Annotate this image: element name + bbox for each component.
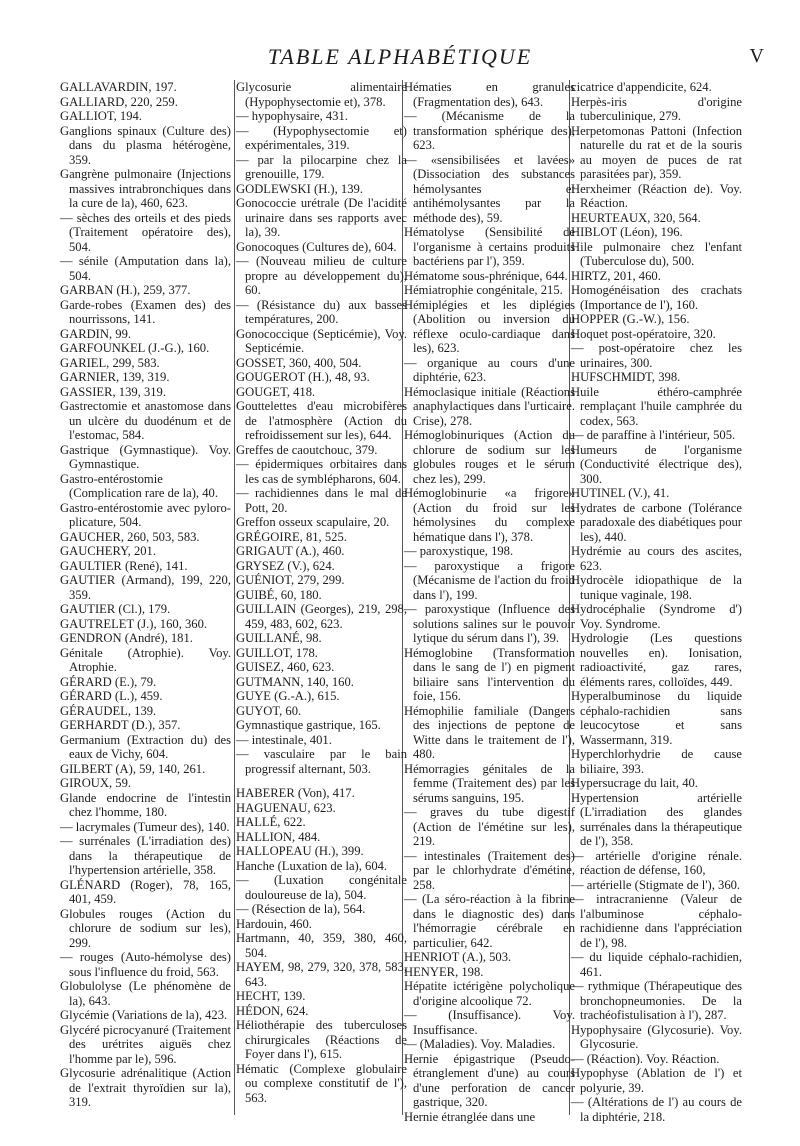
index-entry: GUISEZ, 460, 623. — [236, 660, 335, 674]
index-entry: Herpetomonas Pattoni (Infection naturelle du rat et de la souris au moyen de puces de rat parasitées par), 359. — [571, 123, 742, 181]
index-entry: — épidermiques orbitaires dans les cas de symblépharons, 604. — [236, 457, 407, 486]
section-gap — [236, 776, 407, 786]
index-entry: Gangrène pulmonaire (Injections massives intrabronchiques dans la cure de la), 460, 623. — [60, 167, 231, 210]
index-entry: GÉRAUDEL, 139. — [60, 703, 157, 718]
index-entry: — post-opératoire chez les urinaires, 300. — [571, 341, 742, 370]
index-entry: GAUTRELET (J.), 160, 360. — [60, 616, 208, 631]
index-entry: — (Nouveau milieu de culture propre au développement du), 60. — [236, 254, 407, 297]
index-entry: HABERER (Von), 417. — [236, 786, 355, 800]
index-entry: — (Mécanisme de la transformation sphérique des), 623. — [404, 109, 575, 152]
index-entry: — intestinale, 401. — [236, 732, 332, 747]
index-entry: Gastrectomie et anastomose dans un ulcère du duodénum et de l'estomac, 584. — [60, 399, 231, 442]
index-entry: GUILLAIN (Georges), 219, 298, 459, 483, 602, 623. — [236, 602, 407, 631]
index-entry: — (Insuffisance). Voy. Insuffisance. — [404, 1008, 575, 1037]
index-entry: — (Réaction). Voy. Réaction. — [571, 1051, 720, 1066]
index-entry: — intracranienne (Valeur de l'albuminose céphalo-rachidienne dans l'appréciation de l'), 98. — [571, 892, 742, 950]
index-entry: Hernie étranglée dans une — [404, 1109, 536, 1124]
index-entry: GUÉNIOT, 279, 299. — [236, 573, 345, 587]
index-entry: GALLIOT, 194. — [60, 109, 142, 123]
index-column-3 — [404, 80, 575, 1124]
index-entry: — rythmique (Thérapeutique des bronchopneumonies. De la trachéofistulisation à l'), 287. — [571, 979, 742, 1022]
index-entry: Hémiplégies et les diplégies (Abolition ou inversion du réflexe oculo-cardiaque dans les), 623. — [404, 297, 575, 355]
index-entry: Hile pulmonaire chez l'enfant (Tuberculose du), 500. — [571, 239, 742, 268]
index-entry: Gymnastique gastrique, 165. — [236, 718, 381, 732]
index-entry: — (Résistance du) aux basses températures, 200. — [236, 297, 407, 326]
index-entry: Garde-robes (Examen des) des nourrissons, 141. — [60, 297, 231, 326]
index-entry: Gonococcie urétrale (De l'acidité urinaire dans ses rapports avec la), 39. — [236, 196, 407, 239]
index-entry: GAUTIER (Armand), 199, 220, 359. — [60, 573, 231, 602]
index-column-4 — [571, 80, 742, 1124]
index-column-1 — [60, 80, 231, 1110]
page-number: V — [749, 45, 764, 67]
index-entry: Génitale (Atrophie). Voy. Atrophie. — [60, 645, 231, 674]
index-entry: Hyperalbuminose du liquide céphalo-rachidien sans leucocytose et sans Wassermann, 319. — [571, 689, 742, 747]
index-entry: GAUCHER, 260, 503, 583. — [60, 529, 200, 544]
index-entry: Hémiatrophie congénitale, 215. — [404, 283, 563, 297]
index-entry: Globules rouges (Action du chlorure de sodium sur les), 299. — [60, 906, 231, 950]
index-entry: GARNIER, 139, 319. — [60, 370, 170, 384]
index-entry: HUFSCHMIDT, 398. — [571, 370, 681, 384]
index-entry: — artérielle (Stigmate de l'), 360. — [571, 877, 741, 892]
index-entry: — paroxystique a frigore (Mécanisme de l'action du froid dans l'), 199. — [404, 558, 575, 602]
index-entry: HOPPER (G.-W.), 156. — [571, 312, 690, 326]
index-entry: HALLÉ, 622. — [236, 815, 306, 829]
index-entry: Hyperchlorhydrie de cause biliaire, 393. — [571, 747, 742, 776]
index-entry: HAYEM, 98, 279, 320, 378, 583, 643. — [236, 960, 407, 989]
index-entry: GERHARDT (D.), 357. — [60, 718, 181, 732]
index-entry: GAUTIER (Cl.), 179. — [60, 602, 171, 616]
index-entry: GRIGAUT (A.), 460. — [236, 544, 345, 558]
index-entry: Hémorragies génitales de la femme (Traitement des) par les sérums sanguins, 195. — [404, 761, 575, 805]
index-entry: Hypophysaire (Glycosurie). Voy. Glycosurie. — [571, 1022, 742, 1051]
index-entry: Hépatite ictérigène polycholique d'origine alcoolique 72. — [404, 979, 575, 1008]
index-entry: Homogénéisation des crachats (Importance de l'), 160. — [571, 283, 742, 312]
index-entry: — surrénales (L'irradiation des) dans la thérapeutique de l'hypertension artérielle, 358. — [60, 834, 231, 877]
index-entry: Hanche (Luxation de la), 604. — [236, 858, 388, 873]
index-entry: GIROUX, 59. — [60, 776, 132, 790]
index-entry: Globulolyse (Le phénomène de la), 643. — [60, 979, 231, 1008]
index-entry: Hypophyse (Ablation de l') et polyurie, 39. — [571, 1066, 742, 1095]
index-entry: HEURTEAUX, 320, 564. — [571, 210, 701, 225]
index-entry: GALLAVARDIN, 197. — [60, 80, 177, 94]
index-entry: cicatrice d'appendicite, 624. — [571, 80, 712, 94]
index-entry: — graves du tube digestif (Action de l'émétine sur les), 219. — [404, 805, 575, 848]
index-entry: — paroxystique, 198. — [404, 544, 514, 558]
index-entry: — (Altérations de l') au cours de la diphtérie, 218. — [571, 1095, 742, 1124]
index-entry: GILBERT (A), 59, 140, 261. — [60, 761, 206, 776]
index-entry: GALLIARD, 220, 259. — [60, 94, 178, 109]
index-entry: — «sensibilisées et lavées» (Dissociation des substances hémolysantes et antihémolysantes par la méthode des), 59. — [404, 152, 575, 225]
index-entry: GUIBÉ, 60, 180. — [236, 587, 322, 602]
index-entry: — (Maladies). Voy. Maladies. — [404, 1037, 556, 1051]
index-entry: Gouttelettes d'eau microbifères de l'atmosphère (Action du refroidissement sur les), 644. — [236, 399, 407, 442]
index-entry: Ganglions spinaux (Culture des) dans du plasma hétérogène, 359. — [60, 123, 231, 167]
index-entry: — hypophysaire, 431. — [236, 109, 348, 123]
index-entry: Hoquet post-opératoire, 320. — [571, 326, 716, 341]
index-entry: GÉRARD (E.), 79. — [60, 674, 157, 689]
index-entry: — sénile (Amputation dans la), 504. — [60, 254, 231, 283]
index-entry: GLÉNARD (Roger), 78, 165, 401, 459. — [60, 877, 231, 906]
index-entry: Hémophilie familiale (Dangers des injections de peptone de Witte dans le traitement de l'), 480. — [404, 703, 575, 761]
index-entry: HUTINEL (V.), 41. — [571, 486, 670, 500]
index-entry: Gastro-entérostomie avec pyloro-plicature, 504. — [60, 500, 231, 529]
index-entry: GUYOT, 60. — [236, 703, 302, 718]
index-entry: HAGUENAU, 623. — [236, 800, 336, 815]
index-entry: HIBLOT (Léon), 196. — [571, 225, 683, 239]
index-column-2 — [236, 80, 407, 1105]
index-entry: — par la pilocarpine chez la grenouille, 179. — [236, 152, 407, 181]
index-entry: Hydrocèle idiopathique de la tunique vaginale, 198. — [571, 573, 742, 602]
index-entry: Greffes de caoutchouc, 379. — [236, 442, 378, 457]
index-entry: GODLEWSKI (H.), 139. — [236, 181, 363, 196]
index-entry: HALLOPEAU (H.), 399. — [236, 844, 364, 858]
index-entry: HÉDON, 624. — [236, 1003, 309, 1018]
column-divider — [234, 80, 235, 1115]
index-entry: Hardouin, 460. — [236, 916, 312, 931]
index-entry: Hémoglobinurie «a frigore» (Action du froid sur les hémolysines du complexe hématique dans l'), 378. — [404, 486, 575, 544]
index-entry: Glycosurie alimentaire (Hypophysectomie et), 378. — [236, 80, 407, 109]
index-entry: Gonocoques (Cultures de), 604. — [236, 239, 397, 254]
index-entry: Hydrémie au cours des ascites, 623. — [571, 544, 742, 573]
index-entry: — rachidiennes dans le mal de Pott, 20. — [236, 486, 407, 515]
index-entry: Hématies en granules (Fragmentation des), 643. — [404, 80, 575, 109]
index-entry: Germanium (Extraction du) des eaux de Vichy, 604. — [60, 732, 231, 761]
index-entry: Hématolyse (Sensibilité de l'organisme à certains produits bactériens par l'), 359. — [404, 225, 575, 268]
index-entry: Hémoglobine (Transformation dans le sang de l') en pigment biliaire sans l'intervention du foie, 156. — [404, 645, 575, 703]
index-entry: Hydrocéphalie (Syndrome d') Voy. Syndrome. — [571, 602, 742, 631]
index-entry: Gonococcique (Septicémie), Voy. Septicémie. — [236, 326, 407, 355]
index-entry: — paroxystique (Influence des solutions salines sur le pouvoir lytique du sérum dans l'), 39. — [404, 602, 575, 645]
index-entry: Hémoglobinuriques (Action du chlorure de sodium sur les globules rouges et le sérum chez les), 299. — [404, 428, 575, 486]
index-entry: Hydrates de carbone (Tolérance paradoxale des diabétiques pour les), 440. — [571, 500, 742, 544]
index-entry: Herxheimer (Réaction de). Voy. Réaction. — [571, 181, 742, 210]
index-entry: HALLION, 484. — [236, 829, 321, 844]
index-entry: GRÉGOIRE, 81, 525. — [236, 529, 347, 544]
index-entry: — vasculaire par le bain progressif alternant, 503. — [236, 747, 407, 776]
index-entry: GASSIER, 139, 319. — [60, 384, 167, 399]
index-entry: Hernie épigastrique (Pseudo-étranglement d'une) au cours d'une perforation de cancer gastrique, 320. — [404, 1051, 575, 1109]
index-entry: Hartmann, 40, 359, 380, 460, 504. — [236, 931, 407, 960]
index-entry: Héliothérapie des tuberculoses chirurgicales (Réactions de Foyer dans l'), 615. — [236, 1018, 407, 1061]
index-entry: HENRIOT (A.), 503. — [404, 950, 512, 964]
page-header — [0, 44, 800, 74]
index-entry: GAULTIER (René), 141. — [60, 558, 188, 573]
index-entry: GENDRON (André), 181. — [60, 631, 193, 645]
index-entry: — (Résection de la), 564. — [236, 902, 366, 916]
index-entry: GUTMANN, 140, 160. — [236, 674, 354, 689]
index-entry: — organique au cours d'une diphtérie, 623. — [404, 355, 575, 384]
index-entry: Glycémie (Variations de la), 423. — [60, 1008, 228, 1022]
index-entry: GUILLOT, 178. — [236, 645, 318, 660]
index-entry: Greffon osseux scapulaire, 20. — [236, 515, 390, 529]
index-entry: HECHT, 139. — [236, 989, 306, 1003]
index-entry: — artérielle d'origine rénale. réaction de défense, 160, — [571, 848, 742, 877]
index-entry: — sèches des orteils et des pieds (Traitement opératoire des), 504. — [60, 210, 231, 254]
index-entry: Glycéré picrocyanuré (Traitement des urétrites aiguës chez l'homme par le), 596. — [60, 1022, 231, 1066]
index-entry: Humeurs de l'organisme (Conductivité électrique des), 300. — [571, 442, 742, 486]
index-entry: GÉRARD (L.), 459. — [60, 689, 163, 703]
index-entry: — (Luxation congénitale douloureuse de la), 504. — [236, 873, 407, 902]
index-entry: Hypertension artérielle (L'irradiation des glandes surrénales dans la thérapeutique de l'), 358. — [571, 790, 742, 848]
index-entry: HENYER, 198. — [404, 964, 484, 979]
index-entry: GRYSEZ (V.), 624. — [236, 558, 335, 573]
index-entry: Gastro-entérostomie (Complication rare de la), 40. — [60, 471, 218, 500]
index-entry: Huile éthéro-camphrée remplaçant l'huile camphrée du codex, 563. — [571, 384, 742, 428]
index-entry: — du liquide céphalo-rachidien, 461. — [571, 950, 742, 979]
index-entry: GOUGET, 418. — [236, 384, 316, 399]
index-entry: Gastrique (Gymnastique). Voy. Gymnastique. — [60, 442, 231, 471]
index-entry: GARBAN (H.), 259, 377. — [60, 283, 191, 297]
index-entry: Glande endocrine de l'intestin chez l'homme, 180. — [60, 790, 231, 819]
index-entry: GOUGEROT (H.), 48, 93. — [236, 370, 370, 384]
page-title: TABLE ALPHABÉTIQUE — [267, 44, 533, 69]
index-entry: GOSSET, 360, 400, 504. — [236, 355, 362, 370]
index-entry: — lacrymales (Tumeur des), 140. — [60, 819, 230, 834]
index-entry: Herpès-iris d'origine tuberculinique, 279. — [571, 94, 742, 123]
index-entry: GARIEL, 299, 583. — [60, 355, 160, 370]
index-entry: Hydrologie (Les questions nouvelles en). Ionisation, radioactivité, gaz rares, éléments rares, colloïdes, 449. — [571, 631, 742, 689]
index-entry: GARDIN, 99. — [60, 326, 132, 341]
index-entry: GAUCHERY, 201. — [60, 544, 156, 558]
index-entry: — (Hypophysectomie et) expérimentales, 319. — [236, 123, 407, 152]
index-entry: — rouges (Auto-hémolyse des) sous l'influence du froid, 563. — [60, 950, 231, 979]
index-entry: — (La séro-réaction à la fibrine dans le diagnostic des) dans l'hémorragie cérébrale en particulier, 642. — [404, 892, 575, 950]
index-entry: Hématic (Complexe globulaire ou complexe constitutif de l'), 563. — [236, 1061, 407, 1105]
index-entry: GUYE (G.-A.), 615. — [236, 689, 340, 703]
index-entry: GARFOUNKEL (J.-G.), 160. — [60, 341, 210, 355]
index-entry: Glycosurie adrénalitique (Action de l'extrait thyroïdien sur la), 319. — [60, 1066, 231, 1109]
index-entry: Hémoclasique initiale (Réactions anaphylactiques dans l'urticaire. Crise), 278. — [404, 384, 575, 428]
index-entry: HIRTZ, 201, 460. — [571, 268, 661, 283]
index-entry: — intestinales (Traitement des) par le chlorhydrate d'émétine, 258. — [404, 848, 575, 892]
index-entry: Hypersucrage du lait, 40. — [571, 776, 698, 790]
index-entry: GUILLANÉ, 98. — [236, 631, 322, 645]
index-entry: Hématome sous-phrénique, 644. — [404, 268, 568, 283]
index-entry: — de paraffine à l'intérieur, 505. — [571, 428, 736, 442]
